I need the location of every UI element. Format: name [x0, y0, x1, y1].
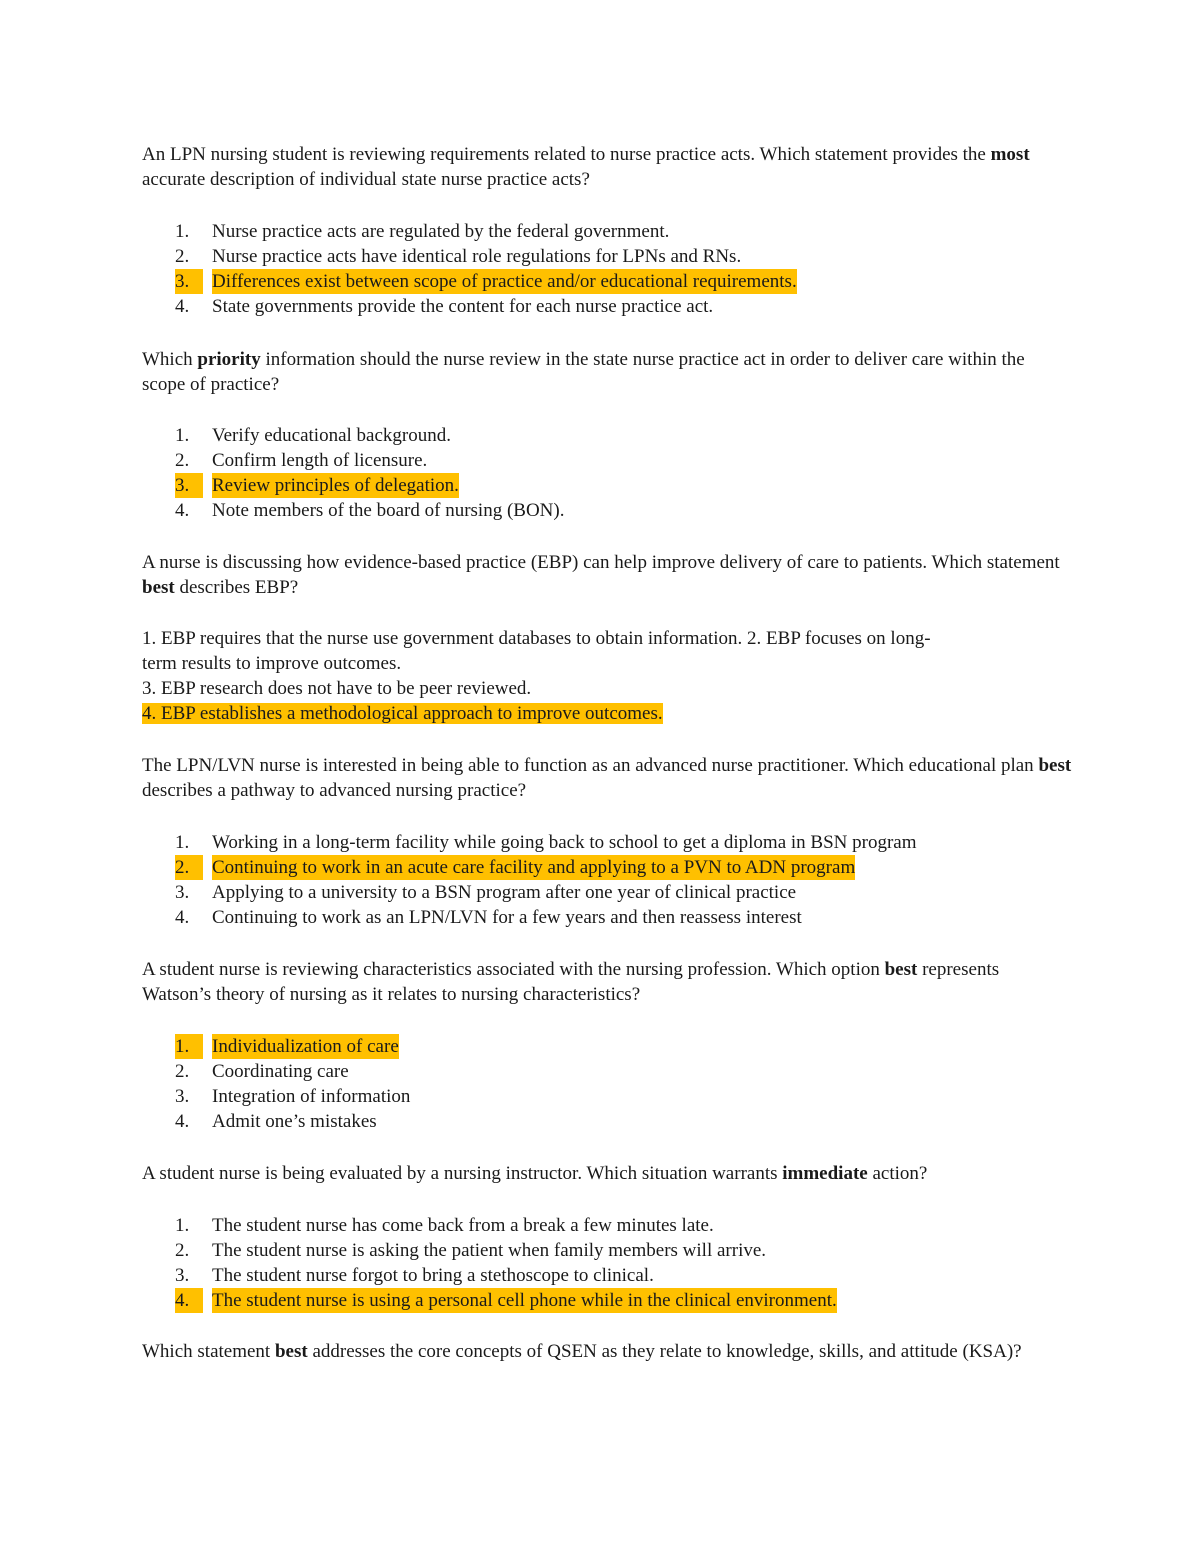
question-3-stem: A nurse is discussing how evidence-based practice (EBP) can help improve delivery of care to patients. Which statement best describes EBP?	[142, 552, 1060, 598]
question-5-options	[175, 1034, 1075, 1134]
option-line: 1. EBP requires that the nurse use government databases to obtain information. 2. EBP focuses on long-	[142, 628, 931, 649]
highlighted-answer: 3. Differences exist between scope of practice and/or educational requirements.	[175, 271, 797, 292]
question-6-stem: A student nurse is being evaluated by a nursing instructor. Which situation warrants immediate action?	[142, 1163, 928, 1184]
list-item: 3. Applying to a university to a BSN program after one year of clinical practice	[175, 882, 797, 903]
list-item: 2. Nurse practice acts have identical role regulations for LPNs and RNs.	[175, 246, 742, 267]
list-item: 3. Integration of information	[175, 1086, 411, 1107]
list-item: 3. The student nurse forgot to bring a stethoscope to clinical.	[175, 1265, 654, 1286]
question-4-options	[175, 830, 1075, 930]
option-line: term results to improve outcomes.	[142, 653, 402, 674]
highlighted-answer: 4. EBP establishes a methodological approach to improve outcomes.	[142, 703, 663, 724]
question-6-options	[175, 1213, 1075, 1313]
list-item: 4. Admit one’s mistakes	[175, 1111, 377, 1132]
list-item: 1. The student nurse has come back from a break a few minutes late.	[175, 1215, 714, 1236]
question-2-options	[175, 423, 1075, 523]
highlighted-answer: 3. Review principles of delegation.	[175, 475, 459, 496]
question-1-stem: An LPN nursing student is reviewing requirements related to nurse practice acts. Which statement provides the most accurate description of individual state nurse practice acts?	[142, 144, 1030, 190]
question-3-options	[142, 626, 1072, 726]
question-5-stem: A student nurse is reviewing characteristics associated with the nursing profession. Which option best represents Watson’s theory of nursing as it relates to nursing characteristics?	[142, 959, 1000, 1005]
list-item: 4. Note members of the board of nursing (BON).	[175, 500, 565, 521]
list-item: 1. Verify educational background.	[175, 425, 451, 446]
highlighted-answer: 1. Individualization of care	[175, 1036, 399, 1057]
list-item: 1. Nurse practice acts are regulated by the federal government.	[175, 221, 670, 242]
highlighted-answer: 4. The student nurse is using a personal cell phone while in the clinical environment.	[175, 1290, 837, 1311]
question-1-options	[175, 219, 1075, 319]
list-item: 2. Confirm length of licensure.	[175, 450, 428, 471]
question-2-stem: Which priority information should the nurse review in the state nurse practice act in order to deliver care within the scope of practice?	[142, 349, 1025, 395]
option-line: 3. EBP research does not have to be peer reviewed.	[142, 678, 532, 699]
question-4-stem: The LPN/LVN nurse is interested in being able to function as an advanced nurse practitioner. Which educational plan best describes a pathway to advanced nursing practice?	[142, 755, 1072, 801]
list-item: 4. State governments provide the content for each nurse practice act.	[175, 296, 714, 317]
question-7-stem: Which statement best addresses the core concepts of QSEN as they relate to knowledge, skills, and attitude (KSA)?	[142, 1341, 1022, 1362]
list-item: 1. Working in a long-term facility while going back to school to get a diploma in BSN program	[175, 832, 917, 853]
list-item: 2. The student nurse is asking the patient when family members will arrive.	[175, 1240, 767, 1261]
highlighted-answer: 2. Continuing to work in an acute care facility and applying to a PVN to ADN program	[175, 857, 856, 878]
list-item: 2. Coordinating care	[175, 1061, 349, 1082]
list-item: 4. Continuing to work as an LPN/LVN for a few years and then reassess interest	[175, 907, 802, 928]
